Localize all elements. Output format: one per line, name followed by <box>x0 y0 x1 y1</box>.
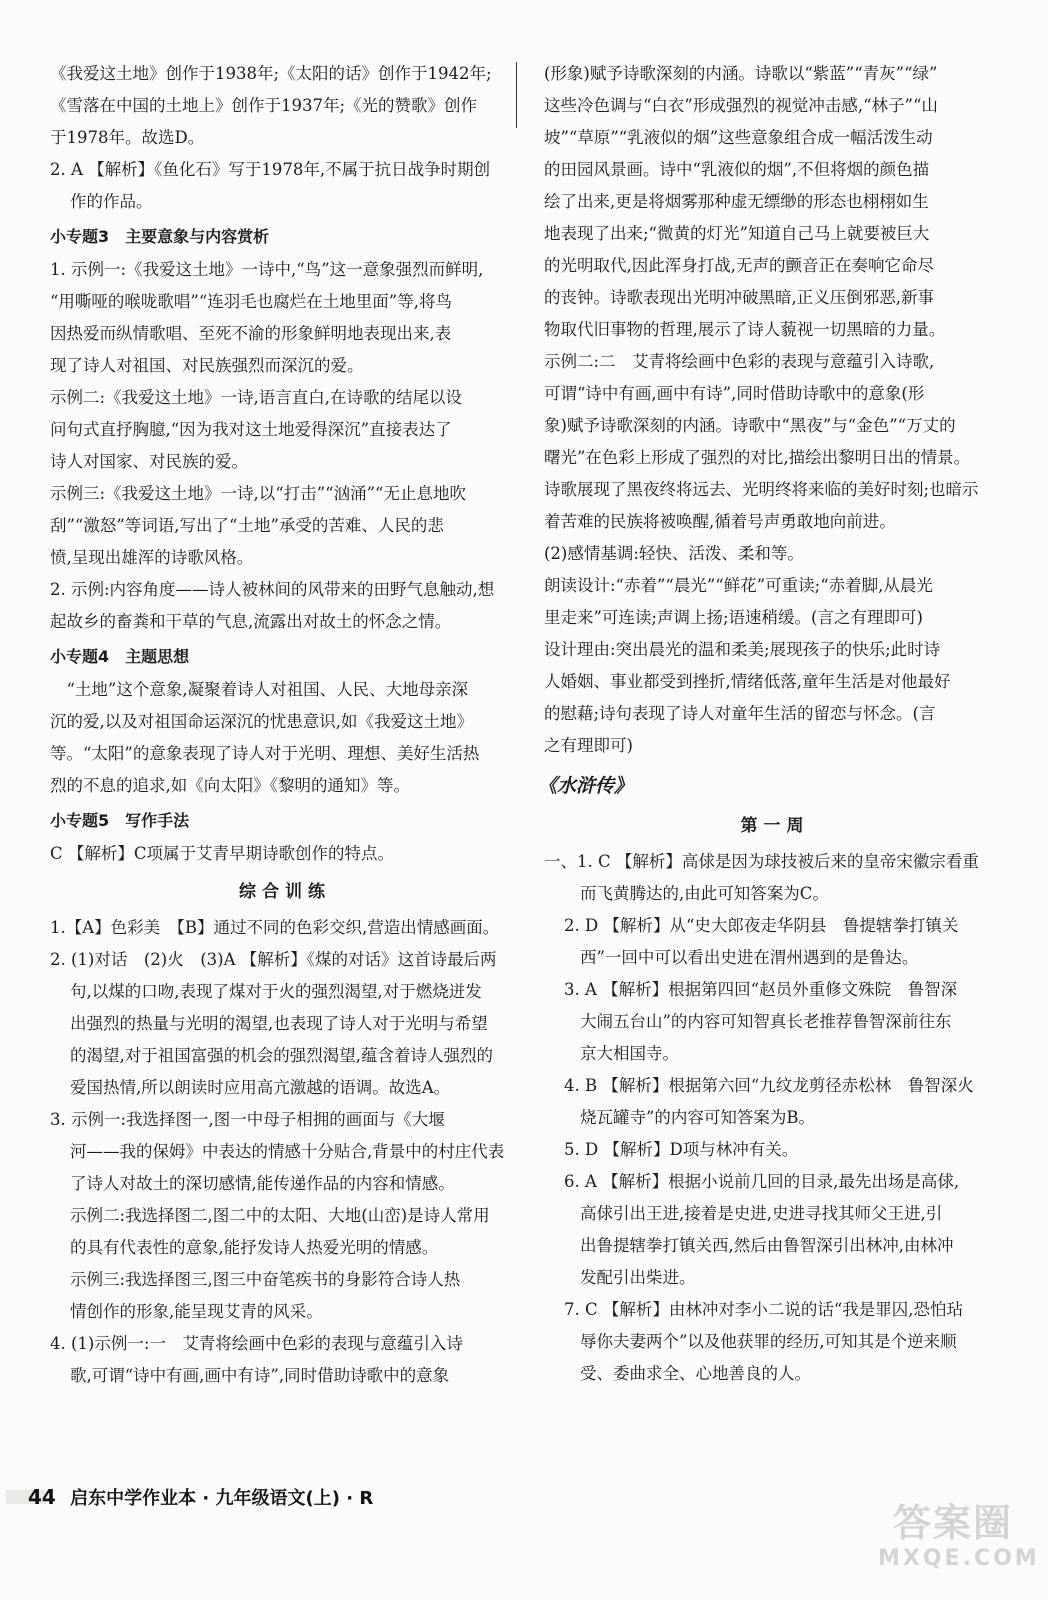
text-line: 京大相国寺。 <box>580 1044 679 1063</box>
text-line: 诗人对国家、对民族的爱。 <box>50 452 248 471</box>
text-line: 2. (1)对话 (2)火 (3)A 【解析】《煤的对话》这首诗最后两 <box>50 950 497 969</box>
text-line: 刮”“激怒”等词语,写出了“土地”承受的苦难、人民的悲 <box>50 516 444 535</box>
text-line: 这些冷色调与“白衣”形成强烈的视觉冲击感,“林子”“山 <box>544 96 938 115</box>
text-line: 物取代旧事物的哲理,展示了诗人藐视一切黑暗的力量。 <box>544 320 946 339</box>
centered-heading: 第一周 <box>740 816 810 836</box>
text-line: 的具有代表性的意象,能抒发诗人热爱光明的情感。 <box>70 1238 439 1257</box>
text-line: 因热爱而纵情歌唱、至死不渝的形象鲜明地表现出来,表 <box>50 324 452 343</box>
text-line: 诗歌展现了黑夜终将远去、光明终将来临的美好时刻;也暗示 <box>544 480 979 499</box>
text-line: 一、1. C 【解析】高俅是因为球技被后来的皇帝宋徽宗看重 <box>544 852 979 871</box>
centered-heading: 综合训练 <box>239 882 331 902</box>
text-line: 示例二:《我爱这土地》一诗,语言直白,在诗歌的结尾以设 <box>50 388 463 407</box>
text-line: “土地”这个意象,凝聚着诗人对祖国、人民、大地母亲深 <box>50 680 469 699</box>
text-line: 大闹五台山”的内容可知智真长老推荐鲁智深前往东 <box>580 1012 952 1031</box>
text-line: 绘了出来,更是将烟雾那种虚无缥缈的形态也栩栩如生 <box>544 192 929 211</box>
text-line: 地表现了出来;“微黄的灯光”知道自己马上就要被巨大 <box>544 224 930 243</box>
text-line: 2. 示例:内容角度——诗人被林间的风带来的田野气息触动,想 <box>50 580 495 599</box>
right-column <box>538 58 1006 1390</box>
text-line: 烧瓦罐寺”的内容可知答案为B。 <box>580 1108 816 1127</box>
text-line: 烈的不息的追求,如《向太阳》《黎明的通知》等。 <box>50 776 410 795</box>
text-line: 曙光”在色彩上形成了强烈的对比,描绘出黎明日出的情景。 <box>544 448 971 467</box>
text-line: 人婚姻、事业都受到挫折,情绪低落,童年生活是对他最好 <box>544 672 951 691</box>
text-line: 设计理由:突出晨光的温和柔美;展现孩子的快乐;此时诗 <box>544 640 941 659</box>
text-line: 3. 示例一:我选择图一,图一中母子相拥的画面与《大堰 <box>50 1110 445 1129</box>
text-line: 的慰藉;诗句表现了诗人对童年生活的留恋与怀念。(言 <box>544 704 936 723</box>
watermark-url: MXQE.COM <box>878 1546 1040 1571</box>
text-line: 朗读设计:“赤着”“晨光”“鲜花”可重读;“赤着脚,从晨光 <box>544 576 933 595</box>
text-line: 受、委曲求全、心地善良的人。 <box>580 1364 811 1383</box>
text-line: 情创作的形象,能呈现艾青的风采。 <box>70 1302 323 1321</box>
text-line: 发配引出柴进。 <box>580 1268 696 1287</box>
text-line: 示例三:我选择图三,图三中奋笔疾书的身影符合诗人热 <box>70 1270 461 1289</box>
text-line: “用嘶哑的喉咙歌唱”“连羽毛也腐烂在土地里面”等,将鸟 <box>50 292 452 311</box>
text-line: 问句式直抒胸臆,“因为我对这土地爱得深沉”直接表达了 <box>50 420 452 439</box>
text-line: 象)赋予诗歌深刻的内涵。诗歌中“黑夜”与“金色”“万丈的 <box>544 416 956 435</box>
text-line: 作的作品。 <box>70 192 153 211</box>
text-line: 示例二:二 艾青将绘画中色彩的表现与意蕴引入诗歌, <box>544 352 935 371</box>
text-line: 愤,呈现出雄浑的诗歌风格。 <box>50 548 254 567</box>
page-number: 44 <box>28 1485 56 1509</box>
text-line: 而飞黄腾达的,由此可知答案为C。 <box>580 884 829 903</box>
text-line: 出鲁提辖拳打镇关西,然后由鲁智深引出林冲,由林冲 <box>580 1236 954 1255</box>
watermark-text: 答案圈 <box>892 1501 1013 1545</box>
text-line: 句,以煤的口吻,表现了煤对于火的强烈渴望,对于燃烧迸发 <box>70 982 482 1001</box>
text-line: 等。“太阳”的意象表现了诗人对于光明、理想、美好生活热 <box>50 744 480 763</box>
text-line: 出强烈的热量与光明的渴望,也表现了诗人对于光明与希望 <box>70 1014 488 1033</box>
text-line: 4. B 【解析】根据第六回“九纹龙剪径赤松林 鲁智深火 <box>564 1076 974 1095</box>
text-line: 1.【A】色彩美 【B】通过不同的色彩交织,营造出情感画面。 <box>50 918 500 937</box>
text-line: 7. C 【解析】由林冲对李小二说的话“我是罪囚,恐怕玷 <box>564 1300 964 1319</box>
text-line: 3. A 【解析】根据第四回“赵员外重修文殊院 鲁智深 <box>564 980 958 999</box>
section-heading: 小专题4 主题思想 <box>50 647 190 666</box>
text-line: 5. D 【解析】D项与林冲有关。 <box>564 1140 799 1159</box>
section-heading: 小专题5 写作手法 <box>50 811 190 830</box>
text-line: 之有理即可) <box>544 736 633 755</box>
text-line: 于1978年。故选D。 <box>50 128 205 147</box>
text-line: 歌,可谓“诗中有画,画中有诗”,同时借助诗歌中的意象 <box>70 1366 450 1385</box>
text-line: (2)感情基调:轻快、活泼、柔和等。 <box>544 544 804 563</box>
text-line: 现了诗人对祖国、对民族强烈而深沉的爱。 <box>50 356 364 375</box>
text-line: 起故乡的畜粪和干草的气息,流露出对故土的怀念之情。 <box>50 612 452 631</box>
text-line: 沉的爱,以及对祖国命运深沉的忧患意识,如《我爱这土地》 <box>50 712 473 731</box>
left-column <box>50 58 520 1392</box>
text-line: 4. (1)示例一:一 艾青将绘画中色彩的表现与意蕴引入诗 <box>50 1334 463 1353</box>
text-line: 2. D 【解析】从“史大郎夜走华阴县 鲁提辖拳打镇关 <box>564 916 959 935</box>
watermark-logo <box>878 1500 1040 1584</box>
text-line: 《雪落在中国的土地上》创作于1937年;《光的赞歌》创作 <box>50 96 478 115</box>
text-line: 示例二:我选择图二,图二中的太阳、大地(山峦)是诗人常用 <box>70 1206 490 1225</box>
text-line: 坡”“草原”“乳液似的烟”这些意象组合成一幅活泼生动 <box>544 128 933 147</box>
text-line: C 【解析】C项属于艾青早期诗歌创作的特点。 <box>50 844 394 863</box>
text-line: 爱国热情,所以朗读时应用高亢激越的语调。故选A。 <box>70 1078 451 1097</box>
text-line: 辱你夫妻两个”以及他获罪的经历,可知其是个逆来顺 <box>580 1332 957 1351</box>
text-line: 里走来”可连读;声调上扬;语速稍缓。(言之有理即可) <box>544 608 923 627</box>
text-line: 1. 示例一:《我爱这土地》一诗中,“鸟”这一意象强烈而鲜明, <box>50 260 484 279</box>
text-line: (形象)赋予诗歌深刻的内涵。诗歌以“紫蓝”“青灰”“绿” <box>544 64 938 83</box>
footer-title: 启东中学作业本 · 九年级语文(上) · R <box>70 1488 374 1509</box>
book-title: 《水浒传》 <box>538 775 634 797</box>
text-line: 河——我的保姆》中表达的情感十分贴合,背景中的村庄代表 <box>70 1142 505 1161</box>
page-footer <box>28 1484 373 1510</box>
text-line: 的田园风景画。诗中“乳液似的烟”,不但将烟的颜色描 <box>544 160 930 179</box>
text-line: 示例三:《我爱这土地》一诗,以“打击”“汹涌”“无止息地吹 <box>50 484 466 503</box>
text-line: 6. A 【解析】根据小说前几回的目录,最先出场是高俅, <box>564 1172 960 1191</box>
text-line: 可谓“诗中有画,画中有诗”,同时借助诗歌中的意象(形 <box>544 384 925 403</box>
text-line: 西”一回中可以看出史进在渭州遇到的是鲁达。 <box>580 948 919 967</box>
text-line: 2. A 【解析】《鱼化石》写于1978年,不属于抗日战争时期创 <box>50 160 491 179</box>
text-line: 着苦难的民族将被唤醒,循着号声勇敢地向前进。 <box>544 512 896 531</box>
text-line: 了诗人对故土的深切感情,能传递作品的内容和情感。 <box>70 1174 455 1193</box>
text-line: 高俅引出王进,接着是史进,史进寻找其师父王进,引 <box>580 1204 943 1223</box>
text-line: 的渴望,对于祖国富强的机会的强烈渴望,蕴含着诗人强烈的 <box>70 1046 493 1065</box>
section-heading: 小专题3 主要意象与内容赏析 <box>50 227 270 246</box>
text-line: 的丧钟。诗歌表现出光明冲破黑暗,正义压倒邪恶,新事 <box>544 288 934 307</box>
text-line: 《我爱这土地》创作于1938年;《太阳的话》创作于1942年; <box>50 64 492 83</box>
text-line: 的光明取代,因此浑身打战,无声的颤音正在奏响它命尽 <box>544 256 934 275</box>
